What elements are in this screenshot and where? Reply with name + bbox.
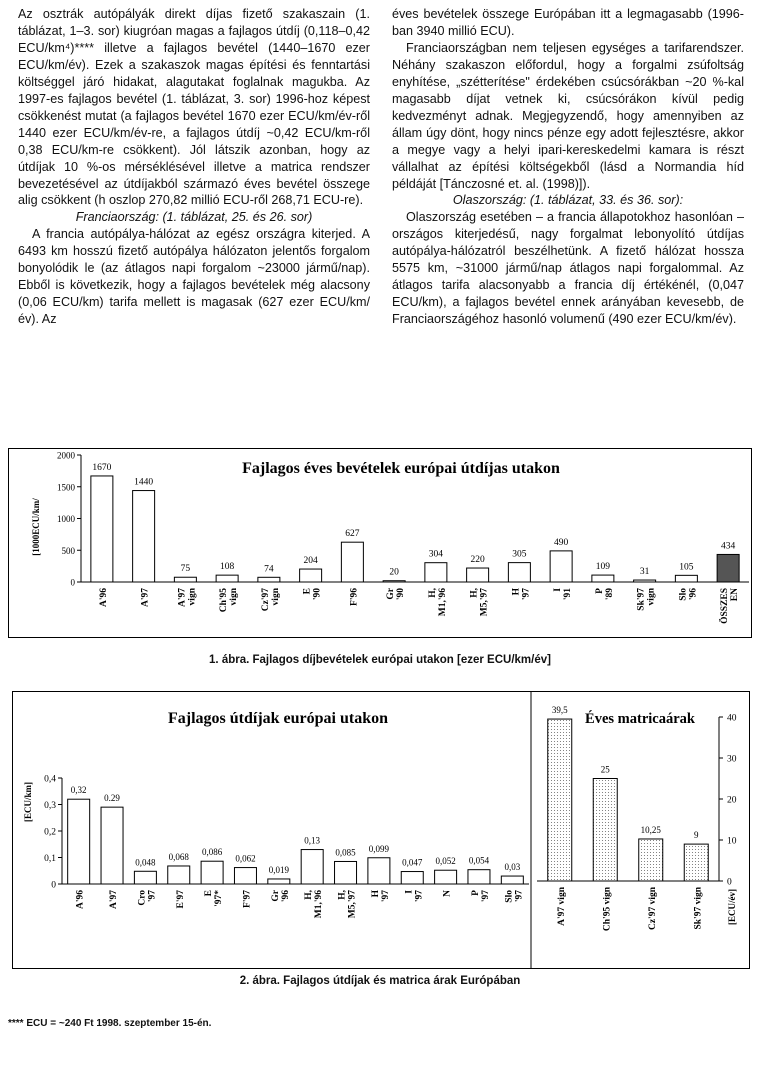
y-tick-label: 40 [727, 713, 737, 724]
category-label-line: H, [304, 890, 315, 900]
category-label [177, 587, 197, 607]
bar [717, 554, 739, 582]
chart-title: Fajlagos éves bevételek európai útdíjas utakon [242, 460, 560, 477]
bar [592, 575, 614, 582]
figure-1 [8, 448, 752, 638]
category-label-line: '97 [480, 890, 491, 903]
category-label: A'97 vign [556, 887, 567, 926]
data-label: 0,086 [201, 847, 223, 858]
category-label-line: Slo [504, 890, 515, 903]
bar [341, 542, 363, 582]
bar [101, 807, 123, 884]
y-tick-label: 30 [727, 754, 737, 765]
data-label: 108 [220, 562, 235, 573]
category-label-line: A'96 [98, 588, 109, 607]
data-label: 0,13 [304, 835, 321, 846]
category-label-line: '90 [312, 588, 323, 601]
category-label-line: E'97 [175, 890, 186, 909]
category-label [595, 588, 615, 600]
y-tick-label: 0 [727, 877, 732, 888]
category-label [303, 588, 323, 600]
category-label-line: vign [187, 588, 198, 606]
category-label-line: A'97 [140, 588, 151, 607]
category-label-line: '89 [604, 588, 615, 601]
category-label [428, 587, 448, 616]
category-label-line: Gr [270, 890, 281, 902]
data-label: 20 [389, 567, 399, 578]
bar [201, 861, 223, 884]
bar [401, 872, 423, 884]
bar [593, 779, 617, 882]
section-heading: Franciaország: (1. táblázat, 25. és 26. sor) [75, 210, 313, 225]
category-label [76, 890, 86, 909]
category-label-line: H [370, 890, 381, 898]
category-label [261, 587, 281, 611]
category-label-line: '96 [688, 588, 699, 601]
bar [368, 858, 390, 884]
bar [468, 870, 490, 884]
category-label [271, 889, 291, 902]
y-tick-label: 0,4 [44, 774, 56, 785]
y-axis-label: [ECU/km] [23, 782, 33, 822]
data-label: 0,048 [135, 857, 156, 868]
category-label-line: '97 [514, 890, 525, 903]
category-label-line: E [204, 890, 215, 897]
bar [234, 868, 256, 884]
category-label-line: M5,'97 [479, 588, 490, 617]
category-label-line: '90 [396, 588, 407, 601]
y-tick-label: 0,3 [44, 801, 56, 811]
category-label-line: Sk'97 [636, 588, 647, 611]
category-label [349, 588, 359, 606]
category-label [678, 588, 698, 601]
category-label-line: I [553, 588, 564, 592]
category-label [404, 890, 424, 902]
bar [501, 876, 523, 884]
category-label [219, 587, 239, 612]
bar [133, 491, 155, 582]
data-label: 204 [303, 556, 318, 567]
bar [508, 563, 530, 582]
bar [268, 879, 290, 884]
category-label-line: '97 [147, 890, 158, 903]
paragraph: A francia autópálya-hálózat az egész országra kiterjed. A 6493 km hosszú fizető autópálya hálózaton jelentős forgalom bonyolódik le (az átlagos napi forgalom ~23000 jármű/nap). Ebből is következik, hogy a fajlagos bevételek még alacsony (0,06 ECU/km) tarifa mellett is magasak (627 ezer ECU/km/év). Az [18, 227, 370, 327]
data-label: 31 [639, 567, 650, 578]
data-label: 109 [595, 562, 610, 573]
y-tick-label: 1000 [57, 514, 75, 524]
bar [68, 799, 90, 884]
y-tick-label: 0 [51, 880, 56, 891]
data-label: 0,085 [335, 847, 356, 858]
category-label [717, 588, 740, 624]
figure-2-caption: 2. ábra. Fajlagos útdíjak és matrica árak Európában [239, 975, 521, 987]
data-label: 9 [694, 830, 699, 841]
data-label: 25 [600, 764, 610, 775]
data-label: 0,03 [504, 862, 521, 873]
category-label-line: '97* [214, 890, 225, 907]
chart-title: Fajlagos útdíjak európai utakon [167, 710, 389, 727]
category-label-line: ÖSSZES [720, 588, 731, 624]
category-label [137, 890, 157, 906]
category-label [109, 890, 119, 909]
paragraph: Olaszország esetében – a francia állapotokhoz hasonlóan – országos kiterjedésű, nagy forgalmat lebonyolító útdíjas autópálya-hálózatról beszélhetünk. A fizető hálózat hossza 5575 km, ~31000 jármű/nap átlagos napi forgalommal. Az átlagos tarifa alacsonyabb a francia díj értékénél, (0,047 ECU/km), a fajlagos bevétel ennek arányában kevesebb, de Franciaországéhoz hasonló volumenű (490 ezer ECU/km/év). [392, 210, 744, 327]
bar [550, 551, 572, 582]
paragraph: éves bevételek összege Európában itt a legmagasabb (1996-ban 3940 millió ECU). [392, 7, 744, 38]
revenue-bar-chart [9, 449, 751, 637]
category-label-line: M1,'96 [314, 890, 325, 919]
data-label: 10,25 [640, 824, 661, 835]
category-label-line: '97 [414, 890, 425, 903]
y-tick-label: 0 [70, 577, 75, 588]
figure-1-caption: 1. ábra. Fajlagos díjbevételek európai utakon [ezer ECU/km/év] [209, 654, 551, 666]
category-label-line: vign [229, 588, 240, 606]
right-text-column [392, 6, 744, 328]
category-label-line: '91 [563, 588, 574, 601]
data-label: 627 [345, 529, 360, 540]
data-label: 75 [180, 564, 191, 575]
category-label-line: Ch'95 [219, 588, 230, 613]
paragraph: Az osztrák autópályák direkt díjas fizető szakaszain (1. táblázat, 1–3. sor) kiugróan magas a fajlagos útdíj (0,118–0,42 ECU/km⁴)**** illetve a fajlagos bevétel (1440–1670 ezer ECU/km/év). Ezek a szakaszok magas építési és fenntartási költséggel járó hidakat, alagutakat foglalnak magukba. Az 1997-es fajlagos bevétel (1. táblázat, 3. sor) 1996-hoz képest csökkenést mutat (a fajlagos bevétel 1670 ezer ECU/km/év-ről 1440 ezer ECU/km/év-re, a fajlagos útdíj ~0,42 ECU/km-ről 0,38 ECU/km-re csökkent). Jól látszik azonban, hogy az útdíjak 10 %-os mérséklésével illetve a matrica rendszer bevezetésével az útdíjakból származó éves bevétel összege alig csökkent (h oszlop 270,82 millió ECU-ről 268,71 ECU-re). [18, 7, 370, 208]
data-label: 0,054 [468, 855, 490, 866]
category-label [386, 587, 406, 600]
data-label: 1440 [134, 477, 154, 488]
category-label: Ch'95 vign [602, 887, 613, 932]
bar [335, 861, 357, 884]
bar [435, 870, 457, 884]
data-label: 0,019 [268, 864, 289, 875]
bar [174, 577, 196, 582]
data-label: 305 [512, 549, 527, 560]
category-label [141, 588, 151, 607]
data-label: 0,068 [168, 851, 189, 862]
category-label-line: M1,'96 [437, 588, 448, 617]
category-label-line: '97 [521, 588, 532, 601]
category-label-line: vign [646, 588, 657, 606]
category-label: Sk'97 vign [693, 887, 704, 930]
category-label-line: '97 [380, 890, 391, 903]
figure-2 [12, 691, 750, 969]
y-tick-label: 500 [61, 545, 75, 556]
data-label: 1670 [92, 462, 112, 473]
category-label-line: M5,'97 [347, 890, 358, 919]
category-label-line: E [302, 588, 313, 595]
footnote: **** ECU = ~240 Ft 1998. szeptember 15-én. [8, 1018, 212, 1029]
toll-and-vignette-charts [13, 692, 749, 968]
data-label: 304 [428, 549, 443, 560]
category-label [371, 889, 391, 902]
category-label-line: A'96 [75, 890, 86, 909]
category-label: Cz'97 vign [647, 887, 658, 931]
data-label: 74 [264, 564, 274, 575]
y-axis-label: [1000ECU/km/ [31, 498, 41, 556]
data-label: 0,047 [402, 857, 423, 868]
bar [634, 580, 656, 582]
y-tick-label: 0,2 [44, 827, 56, 838]
category-label [553, 588, 573, 600]
data-label: 39,5 [551, 705, 568, 716]
bar [639, 839, 663, 881]
paragraph: Franciaországban nem teljesen egységes a tarifarendszer. Néhány szakaszon előfordul, hogy a forgalmi zsúfoltság enyhítése, „szétterítése" érdekében csúcsórákban ~20 %-kal magasabb díjat vetnek ki, csúcsórákon kívül pedig kedvezményt adnak. Megjegyzendő, hogy amennyiben az állam úgy dönt, hogy nincs pénze egy adott fejlesztésre, akkor a megye vagy a helyi ipari-kereskedelmi kamara is részt vállalhat az építési költségekből (lásd a Normandia híd példáját [Tánczosné et. al. (1998)]). [392, 40, 744, 191]
category-label-line: I [404, 890, 415, 894]
category-label-line: Cz'97 [260, 588, 271, 612]
category-label-line: H, [427, 588, 438, 598]
category-label-line: Slo [678, 588, 689, 601]
category-label-line: P [594, 588, 605, 594]
category-label-line: A'97 [109, 890, 120, 909]
bar [383, 581, 405, 582]
category-label-line: A'97 [177, 588, 188, 607]
category-label [511, 587, 531, 600]
data-label: 434 [721, 541, 736, 552]
bar [216, 575, 238, 582]
y-tick-label: 0,1 [44, 854, 56, 864]
category-label [242, 890, 252, 908]
chart-title: Éves matricaárak [585, 711, 695, 727]
category-label-line: EN [730, 588, 741, 602]
y-tick-label: 20 [727, 795, 737, 806]
category-label-line: F'96 [349, 588, 360, 606]
category-label [443, 890, 453, 897]
category-label [304, 889, 324, 918]
category-label-line: '96 [280, 890, 291, 903]
y-tick-label: 10 [727, 836, 737, 847]
bar [675, 575, 697, 582]
category-label-line: Gr [386, 588, 397, 600]
category-label [338, 889, 358, 918]
bar [467, 568, 489, 582]
data-label: 0.29 [104, 793, 120, 804]
category-label-line: vign [270, 588, 281, 606]
left-text-column [18, 6, 370, 328]
data-label: 490 [554, 537, 569, 548]
bar [168, 866, 190, 884]
bar [134, 871, 156, 884]
category-label-line: N [442, 890, 453, 897]
data-label: 0,099 [368, 843, 390, 854]
y-tick-label: 1500 [57, 482, 75, 493]
data-label: 105 [679, 562, 694, 573]
bar [548, 719, 572, 881]
bar [684, 844, 708, 881]
category-label-line: H, [469, 588, 480, 598]
category-label-line: H [511, 588, 522, 596]
category-label [637, 587, 657, 610]
y-axis-label: [ECU/év] [727, 889, 737, 925]
category-label [471, 890, 491, 902]
category-label-line: H, [337, 890, 348, 900]
data-label: 0,062 [235, 853, 256, 864]
category-label [204, 890, 224, 907]
y-tick-label: 2000 [57, 450, 75, 461]
section-heading: Olaszország: (1. táblázat, 33. és 36. sor): [452, 193, 684, 208]
bar [300, 569, 322, 582]
data-label: 0,32 [70, 785, 87, 796]
data-label: 0,052 [435, 856, 456, 867]
category-label [176, 890, 186, 909]
category-label [470, 587, 490, 616]
bar [258, 577, 280, 582]
category-label [504, 890, 524, 903]
bar [301, 850, 323, 884]
category-label [99, 588, 109, 607]
category-label-line: Cro [137, 890, 148, 906]
category-label-line: P [470, 890, 481, 896]
data-label: 220 [470, 555, 485, 566]
bar [425, 563, 447, 582]
category-label-line: F'97 [242, 890, 253, 908]
bar [91, 476, 113, 582]
